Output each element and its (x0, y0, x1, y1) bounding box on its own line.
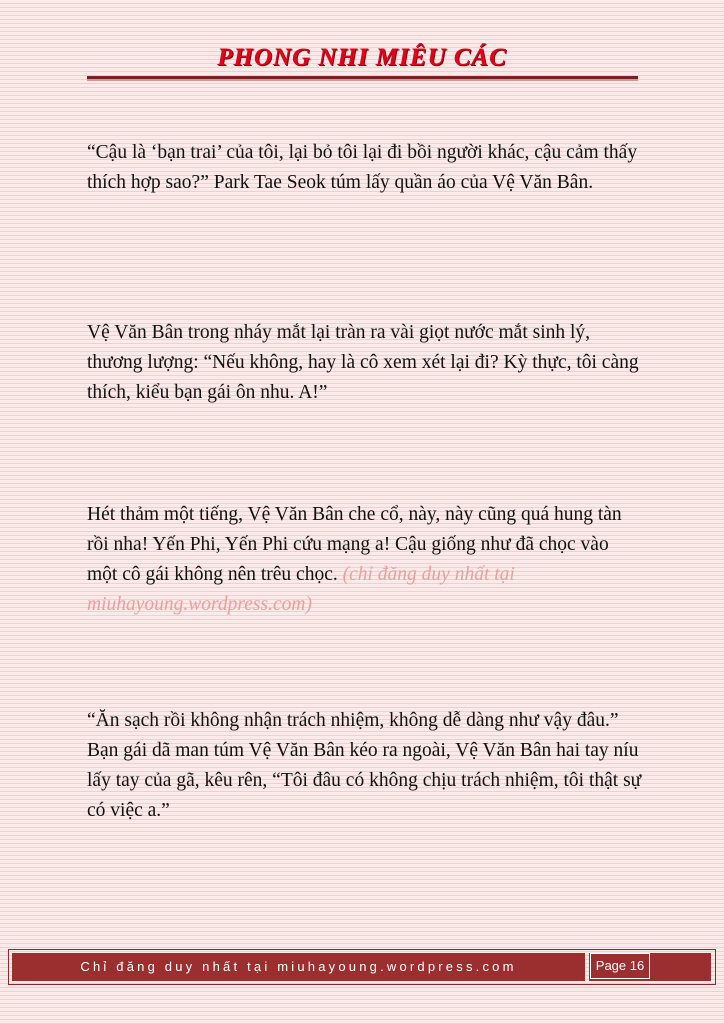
page-title: PHONG NHI MIÊU CÁC (217, 44, 507, 71)
paragraph-3-text: Hét thảm một tiếng, Vệ Văn Bân che cổ, này, này cũng quá hung tàn rồi nha! Yến Phi, Yến Phi cứu mạng a! Cậu giống như đã chọc vào một cô gái không nên trêu chọc. (87, 504, 622, 585)
paragraph-1: “Cậu là ‘bạn trai’ của tôi, lại bỏ tôi lại đi bồi người khác, cậu cảm thấy thích hợp sao?” Park Tae Seok túm lấy quần áo của Vệ Văn Bân. (87, 142, 638, 193)
footer-page-area (589, 953, 711, 981)
page-number: Page 16 (590, 953, 650, 979)
paragraph-3 (87, 500, 643, 620)
footer-notice: Chỉ đăng duy nhất tại miuhayoung.wordpress.com (12, 953, 585, 981)
paragraph-4: “Ăn sạch rồi không nhận trách nhiệm, không dễ dàng như vậy đâu.” Bạn gái dã man túm Vệ Văn Bân kéo ra ngoài, Vệ Văn Bân hai tay níu lấy tay của gã, kêu rên, “Tôi đâu có không chịu trách nhiệm, tôi thật sự có việc a.” (87, 710, 642, 821)
paragraph-2: Vệ Văn Bân trong nháy mắt lại tràn ra vài giọt nước mắt sinh lý, thương lượng: “Nếu không, hay là cô xem xét lại đi? Kỳ thực, tôi càng thích, kiểu bạn gái ôn nhu. A!” (87, 322, 639, 403)
page-footer (8, 949, 716, 985)
watermark-notice: (chỉ đăng duy nhất tại miuhayoung.wordpress.com) (87, 564, 515, 615)
header-divider (87, 76, 638, 79)
